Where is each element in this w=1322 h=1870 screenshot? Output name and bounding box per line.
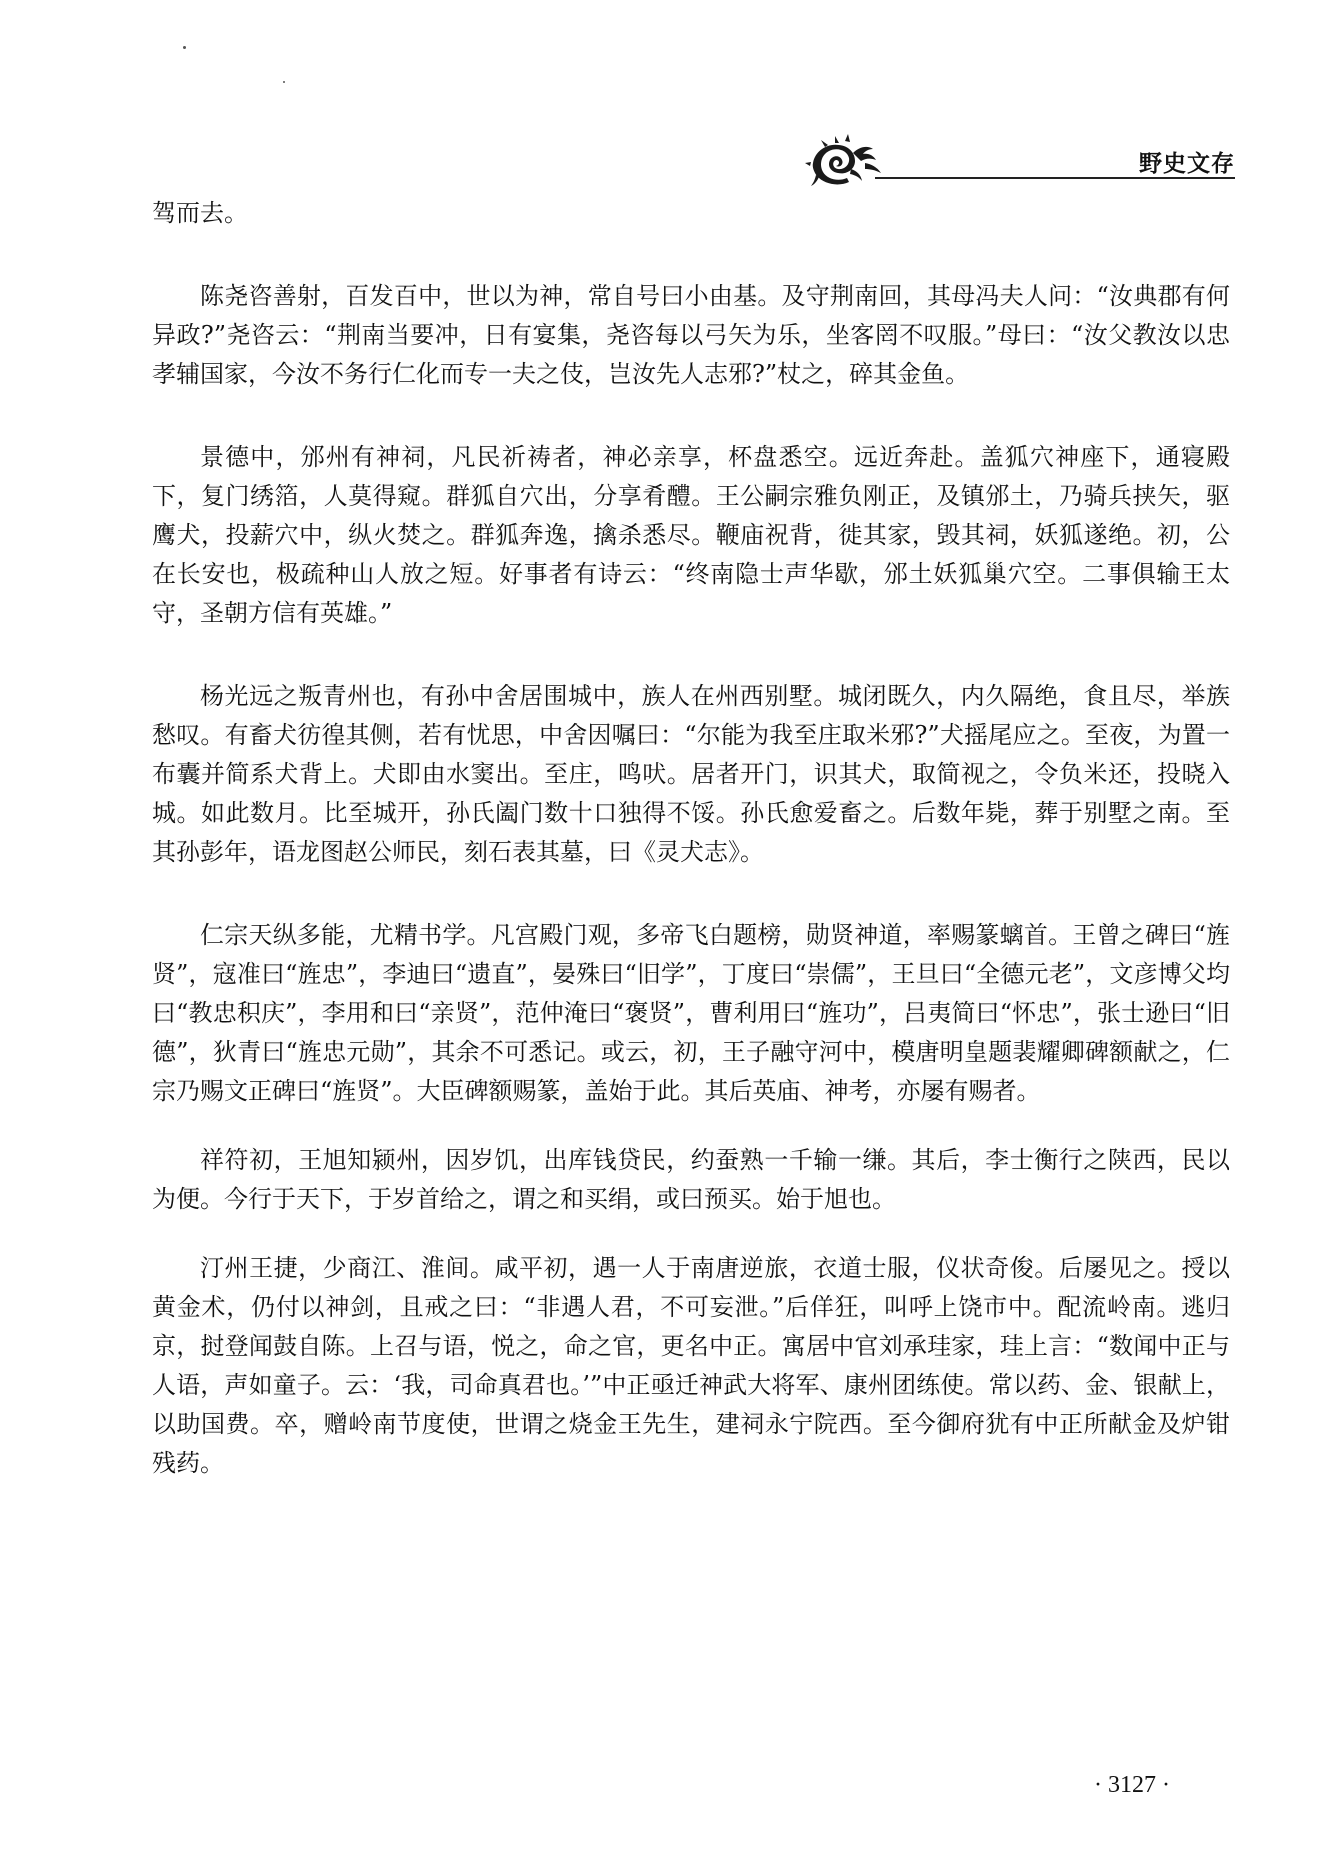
paragraph-loyal-dog: 杨光远之叛青州也，有孙中舍居围城中，族人在州西别墅。城闭既久，内久隔绝，食且尽，举族愁叹。有畜犬彷徨其侧，若有忧思，中舍因嘱曰：“尔能为我至庄取米邪?”犬摇尾应之。至夜，为置一布囊并简系犬背上。犬即由水窦出。至庄，鸣吠。居者开门，识其犬，取简视之，令负米还，投晓入城。如此数月。比至城开，孙氏阖门数十口独得不馁。孙氏愈爱畜之。后数年毙，葬于别墅之南。至其孙彭年，语龙图赵公师民，刻石表其墓，曰《灵犬志》。	[152, 682, 1230, 866]
paragraph-continuation: 驾而去。	[152, 199, 248, 227]
page-number: · 3127 ·	[1094, 1772, 1170, 1798]
running-header	[805, 133, 1235, 188]
paragraph-binzhou-shrine: 景德中，邠州有神祠，凡民祈祷者，神必亲享，杯盘悉空。远近奔赴。盖狐穴神座下，通寝殿下，复门绣箔，人莫得窥。群狐自穴出，分享肴醴。王公嗣宗雅负刚正，及镇邠土，乃骑兵挟矢，驱鹰犬，投薪穴中，纵火焚之。群狐奔逸，擒杀悉尽。鞭庙祝背，徙其家，毁其祠，妖狐遂绝。初，公在长安也，极疏种山人放之短。好事者有诗云：“终南隐士声华歇，邠土妖狐巢穴空。二事俱输王太守，圣朝方信有英雄。”	[152, 443, 1230, 627]
scan-speck	[283, 81, 285, 83]
main-text	[152, 194, 1230, 1483]
series-title: 野史文存	[1139, 151, 1235, 177]
paragraph-chen-yaozi: 陈尧咨善射，百发百中，世以为神，常自号曰小由基。及守荆南回，其母冯夫人问：“汝典郡有何异政?”尧咨云：“荆南当要冲，日有宴集，尧咨每以弓矢为乐，坐客罔不叹服。”母曰：“汝父教汝以忠孝辅国家，今汝不务行仁化而专一夫之伎，岂汝先人志邪?”杖之，碎其金鱼。	[152, 282, 1230, 388]
paragraph-renzong-calligraphy: 仁宗天纵多能，尤精书学。凡宫殿门观，多帝飞白题榜，勋贤神道，率赐篆螭首。王曾之碑曰“旌贤”，寇准曰“旌忠”，李迪曰“遗直”，晏殊曰“旧学”，丁度曰“崇儒”，王旦曰“全德元老”，文彦博父均曰“教忠积庆”，李用和曰“亲贤”，范仲淹曰“褒贤”，曹利用曰“旌功”，吕夷简曰“怀忠”，张士逊曰“旧德”，狄青曰“旌忠元勋”，其余不可悉记。或云，初，王子融守河中，模唐明皇题裴耀卿碑额献之，仁宗乃赐文正碑曰“旌贤”。大臣碑额赐篆，盖始于此。其后英庙、神考，亦屡有赐者。	[152, 921, 1230, 1105]
paragraph-wang-xu: 祥符初，王旭知颍州，因岁饥，出库钱贷民，约蚕熟一千输一缣。其后，李士衡行之陕西，民以为便。今行于天下，于岁首给之，谓之和买绢，或曰预买。始于旭也。	[152, 1146, 1230, 1213]
paragraph-wang-jie: 汀州王捷，少商江、淮间。咸平初，遇一人于南唐逆旅，衣道士服，仪状奇俊。后屡见之。授以黄金术，仍付以神剑，且戒之曰：“非遇人君，不可妄泄。”后佯狂，叫呼上饶市中。配流岭南。逃归京，挝登闻鼓自陈。上召与语，悦之，命之官，更名中正。寓居中官刘承珪家，珪上言：“数闻中正与人语，声如童子。云：‘我，司命真君也。’”中正亟迁神武大将军、康州团练使。常以药、金、银献上，以助国费。卒，赠岭南节度使，世谓之烧金王先生，建祠永宁院西。至今御府犹有中正所献金及炉钳残药。	[152, 1254, 1230, 1477]
dragon-emblem-icon	[805, 133, 883, 188]
scan-speck	[183, 46, 186, 49]
